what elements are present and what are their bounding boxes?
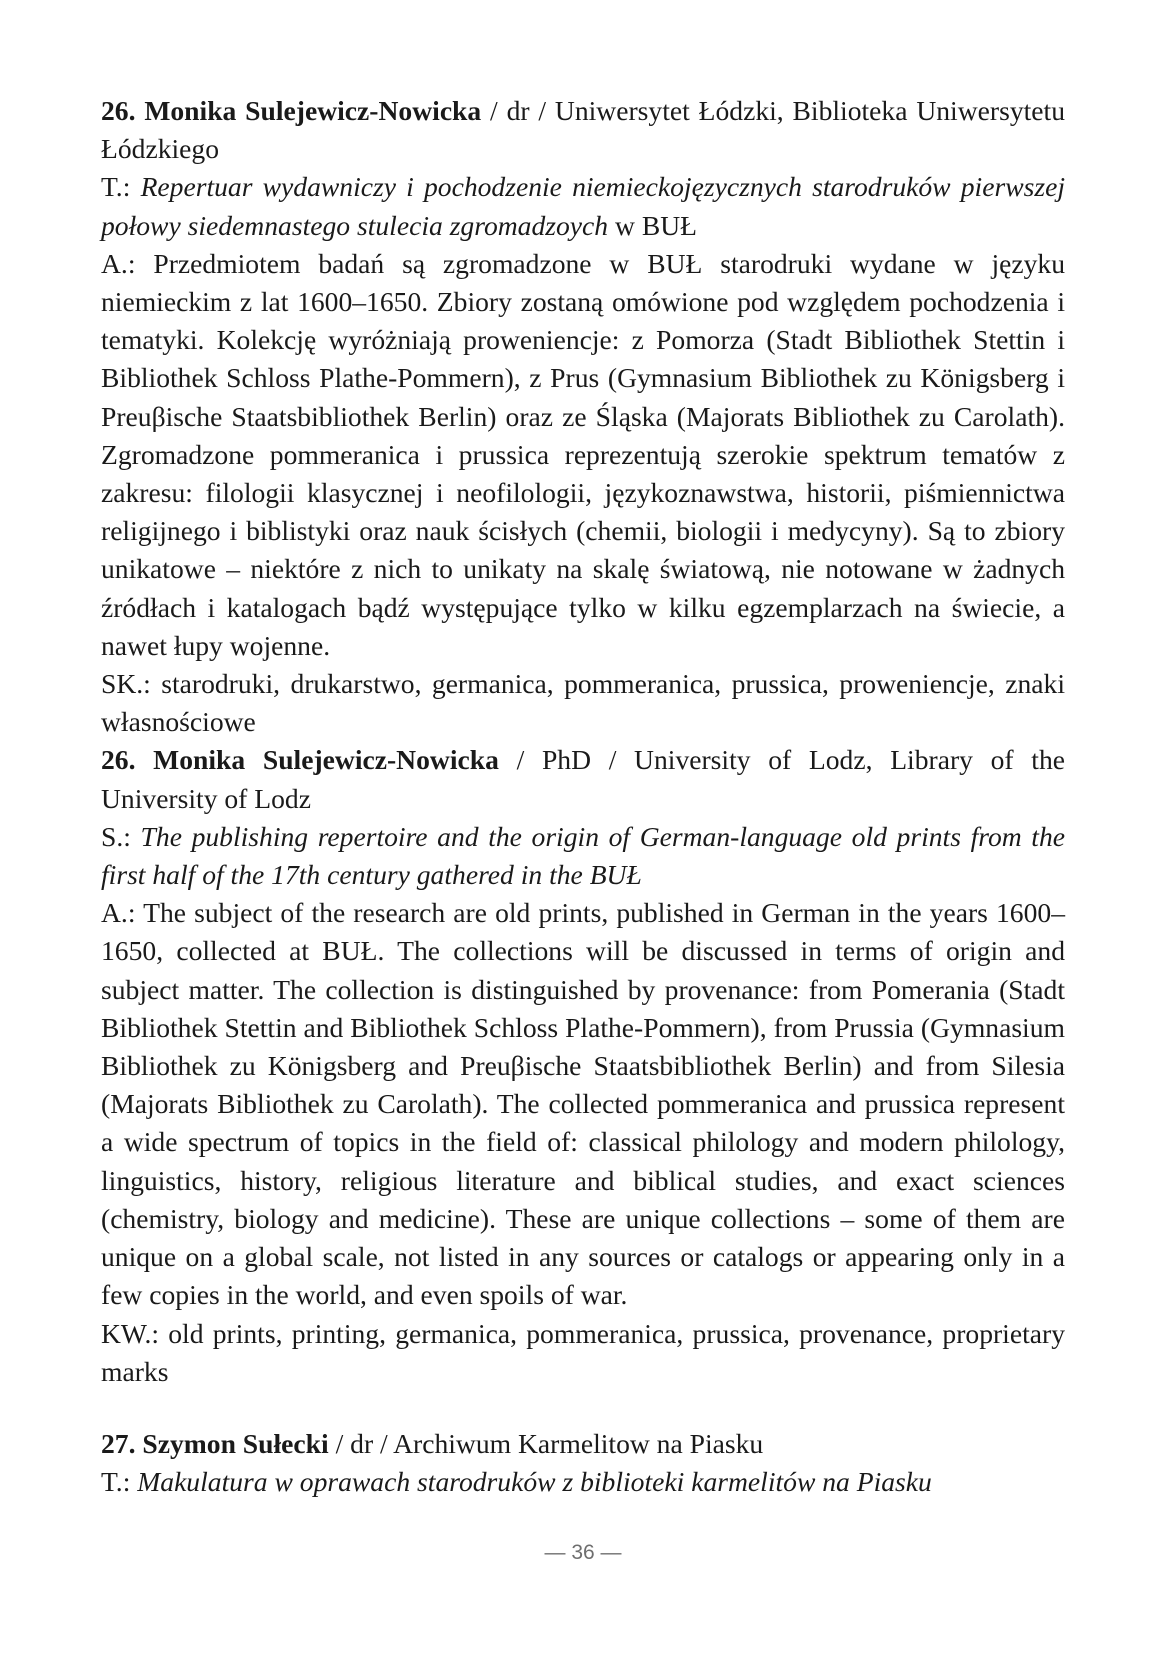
entry-separator [101,1391,1065,1425]
entry-keywords: SK.: starodruki, drukarstwo, germanica, pommeranica, prussica, proweniencje, znaki własnościowe [101,668,1065,738]
author-affiliation: / dr / Archiwum Karmelitow na Piasku [328,1427,764,1459]
entry-heading [101,741,1065,817]
title-text: Repertuar wydawniczy i pochodzenie niemieckojęzycznych starodruków pierwszej połowy siedemnastego stulecia zgromadzoych [101,171,1065,241]
author-affiliation: / PhD / University of Lodz, Library of the University of Lodz [101,744,1066,814]
title-prefix: S.: [101,820,141,852]
page-content [101,92,1065,1501]
author-name: 26. Monika Sulejewicz-Nowicka [101,744,499,776]
author-name: 27. Szymon Sułecki [101,1427,329,1459]
entry-abstract: A.: Przedmiotem badań są zgromadzone w BUŁ starodruki wydane w języku niemieckim z lat 1600–1650. Zbiory zostaną omówione pod względem pochodzenia i tematyki. Kolekcję wyróżniają proweniencje: z Pomorza (Stadt Bibliothek Stettin i Bibliothek Schloss Plathe-Pommern), z Prus (Gymnasium Bibliothek zu Königsberg i Preuβische Staatsbibliothek Berlin) oraz ze Śląska (Majorats Bibliothek zu Carolath). Zgromadzone pommeranica i prussica reprezentują szerokie spektrum tematów z zakresu: filologii klasycznej i neofilologii, językoznawstwa, historii, piśmiennictwa religijnego i biblistyki oraz nauk ścisłych (chemii, biologii i medycyny). Są to zbiory unikatowe – niektóre z nich to unikaty na skalę światową, nie notowane w żadnych źródłach i katalogach bądź występujące tylko w kilku egzemplarzach na świecie, a nawet łupy wojenne. [101,247,1065,661]
author-name: 26. Monika Sulejewicz-Nowicka [101,95,482,126]
title-text: Makulatura w oprawach starodruków z biblioteki karmelitów na Piasku [137,1466,932,1498]
title-suffix: w BUŁ [608,209,698,241]
author-affiliation: / dr / Uniwersytet Łódzki, Biblioteka Uniwersytetu Łódzkiego [101,95,1065,165]
entry-keywords: KW.: old prints, printing, germanica, pommeranica, prussica, provenance, proprietary marks [101,1317,1065,1387]
entry-title [101,168,1065,244]
title-prefix: T.: [101,1466,138,1498]
entry-heading [101,1425,1065,1463]
page-number: — 36 — [544,1541,622,1564]
entry-title [101,818,1065,894]
title-prefix: T.: [101,171,141,203]
title-text: The publishing repertoire and the origin of German-language old prints from the first half of the 17th century gathered in the BUŁ [101,820,1066,891]
entry-heading [101,92,1065,168]
entry-title [101,1463,1065,1501]
entry-abstract: A.: The subject of the research are old prints, published in German in the years 1600–1650, collected at BUŁ. The collections will be discussed in terms of origin and subject matter. The collection is distinguished by provenance: from Pomerania (Stadt Bibliothek Stettin and Bibliothek Schloss Plathe-Pommern), from Prussia (Gymnasium Bibliothek zu Königsberg and Preuβische Staatsbibliothek Berlin) and from Silesia (Majorats Bibliothek zu Carolath). The collected pommeranica and prussica represent a wide spectrum of topics in the field of: classical philology and modern philology, linguistics, history, religious literature and biblical studies, and exact sciences (chemistry, biology and medicine). These are unique collections – some of them are unique on a global scale, not listed in any sources or catalogs or appearing only in a few copies in the world, and even spoils of war. [101,897,1065,1311]
